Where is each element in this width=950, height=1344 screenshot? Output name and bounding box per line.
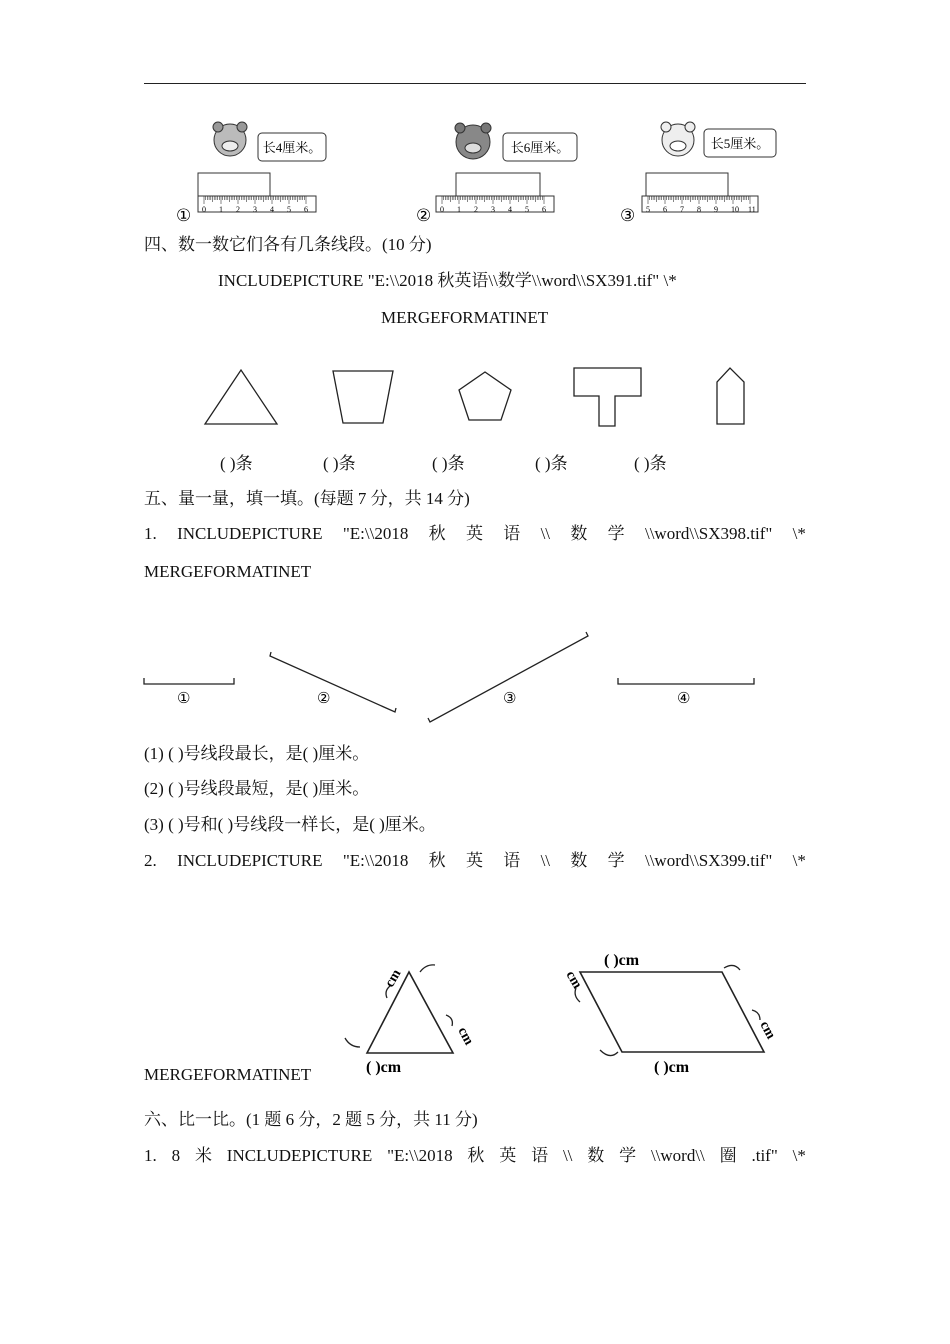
cm-tri-left: cm	[382, 967, 405, 990]
section4-shapes	[195, 360, 755, 435]
paren-para-right-top	[724, 965, 740, 970]
paren-tri-right-bot	[446, 1015, 452, 1026]
paren-tri-left-top	[386, 986, 390, 998]
section5-q1-line1: 1. INCLUDEPICTURE "E:\\2018 秋 英 语 \\ 数 学 \\word\\SX398.tif" \*	[144, 524, 806, 543]
segment-label-1: ①	[177, 691, 191, 707]
section5-q2-line2: MERGEFORMATINET	[144, 1065, 312, 1084]
ruler-tick-label: 10	[731, 205, 739, 214]
sub-question-1: (1) ( )号线段最长，是( )厘米。	[144, 744, 370, 763]
bubble-text-2: 长6厘米。	[510, 140, 570, 155]
ruler-tick-label: 0	[202, 205, 206, 214]
ruler-tick-label: 4	[270, 205, 274, 214]
answer-2: ( )条	[323, 454, 356, 473]
ruler-tick-label: 7	[680, 205, 684, 214]
section4-include-line1: INCLUDEPICTURE "E:\\2018 秋英语\\数学\\word\\SX391.tif" \*	[218, 271, 677, 290]
paren-tri-left-bot	[345, 1038, 360, 1047]
ruler-tick-label: 3	[491, 205, 495, 214]
section6-heading: 六、比一比。(1 题 6 分，2 题 5 分，共 11 分)	[144, 1110, 478, 1129]
segment-2	[270, 652, 396, 712]
ruler-tick-label: 5	[646, 205, 650, 214]
ruler-illustrations	[170, 118, 790, 228]
answer-3: ( )条	[432, 454, 465, 473]
triangle-shape	[205, 370, 277, 424]
para-top-answer: ( )cm	[604, 952, 640, 969]
ruler-tick-label: 5	[525, 205, 529, 214]
ruler-tick-label: 4	[508, 205, 512, 214]
measure-triangle	[367, 972, 453, 1053]
item-num-2: ②	[416, 206, 432, 225]
segment-3	[428, 632, 588, 722]
trapezoid-shape	[333, 371, 393, 423]
ruler-tick-label: 6	[663, 205, 667, 214]
house-shape	[717, 368, 744, 424]
cm-para-left: cm	[562, 968, 585, 992]
answer-4: ( )条	[535, 454, 568, 473]
answer-5: ( )条	[634, 454, 667, 473]
ruler-tick-label: 11	[748, 205, 756, 214]
ruler-tick-label: 1	[457, 205, 461, 214]
ruler-tick-label: 6	[542, 205, 546, 214]
paren-para-left-bot	[600, 1050, 618, 1056]
tri-bottom-answer: ( )cm	[366, 1059, 402, 1076]
answer-1: ( )条	[220, 454, 253, 473]
segment-1	[144, 678, 234, 684]
bubble-text-3: 长5厘米。	[710, 136, 770, 151]
segment-label-4: ④	[677, 691, 691, 707]
ruler-tick-label: 8	[697, 205, 701, 214]
section5-q2-line1: 2. INCLUDEPICTURE "E:\\2018 秋 英 语 \\ 数 学 \\word\\SX399.tif" \*	[144, 851, 806, 870]
triangle-parallelogram-figure	[340, 940, 780, 1082]
ruler-tick-label: 3	[253, 205, 257, 214]
ruler-tick-label: 2	[236, 205, 240, 214]
segment-4	[618, 678, 754, 684]
item-num-3: ③	[620, 206, 636, 225]
ruler-tick-label: 6	[304, 205, 308, 214]
section5-q1-line2: MERGEFORMATINET	[144, 562, 312, 581]
ruler-tick-label: 2	[474, 205, 478, 214]
section5-heading: 五、量一量，填一填。(每题 7 分，共 14 分)	[144, 489, 470, 508]
ruler-tick-label: 9	[714, 205, 718, 214]
bubble-text-1: 长4厘米。	[262, 140, 322, 155]
segments-figure	[140, 628, 760, 728]
section6-q1-line1: 1. 8 米 INCLUDEPICTURE "E:\\2018 秋 英 语 \\ 数 学 \\word\\ 圈 .tif" \*	[144, 1146, 806, 1165]
paren-para-right-bot	[752, 1010, 760, 1020]
paren-para-left-top	[575, 988, 580, 1002]
paren-tri-right-top	[420, 965, 435, 972]
ruler-tick-label: 0	[440, 205, 444, 214]
cm-para-right: cm	[756, 1018, 779, 1042]
t-shape	[574, 368, 641, 426]
sub-question-3: (3) ( )号和( )号线段一样长，是( )厘米。	[144, 815, 436, 834]
section4-heading: 四、数一数它们各有几条线段。(10 分)	[144, 235, 432, 254]
section4-include-line2: MERGEFORMATINET	[381, 308, 549, 327]
sub-question-2: (2) ( )号线段最短，是( )厘米。	[144, 779, 370, 798]
ruler-tick-label: 1	[219, 205, 223, 214]
cm-tri-right: cm	[454, 1024, 477, 1048]
item-num-1: ①	[176, 206, 192, 225]
segment-label-2: ②	[317, 691, 331, 707]
pentagon-shape	[459, 372, 511, 420]
header-rule	[144, 83, 806, 84]
measure-parallelogram	[580, 972, 764, 1052]
para-bottom-answer: ( )cm	[654, 1059, 690, 1076]
segment-label-3: ③	[503, 691, 517, 707]
ruler-tick-label: 5	[287, 205, 291, 214]
